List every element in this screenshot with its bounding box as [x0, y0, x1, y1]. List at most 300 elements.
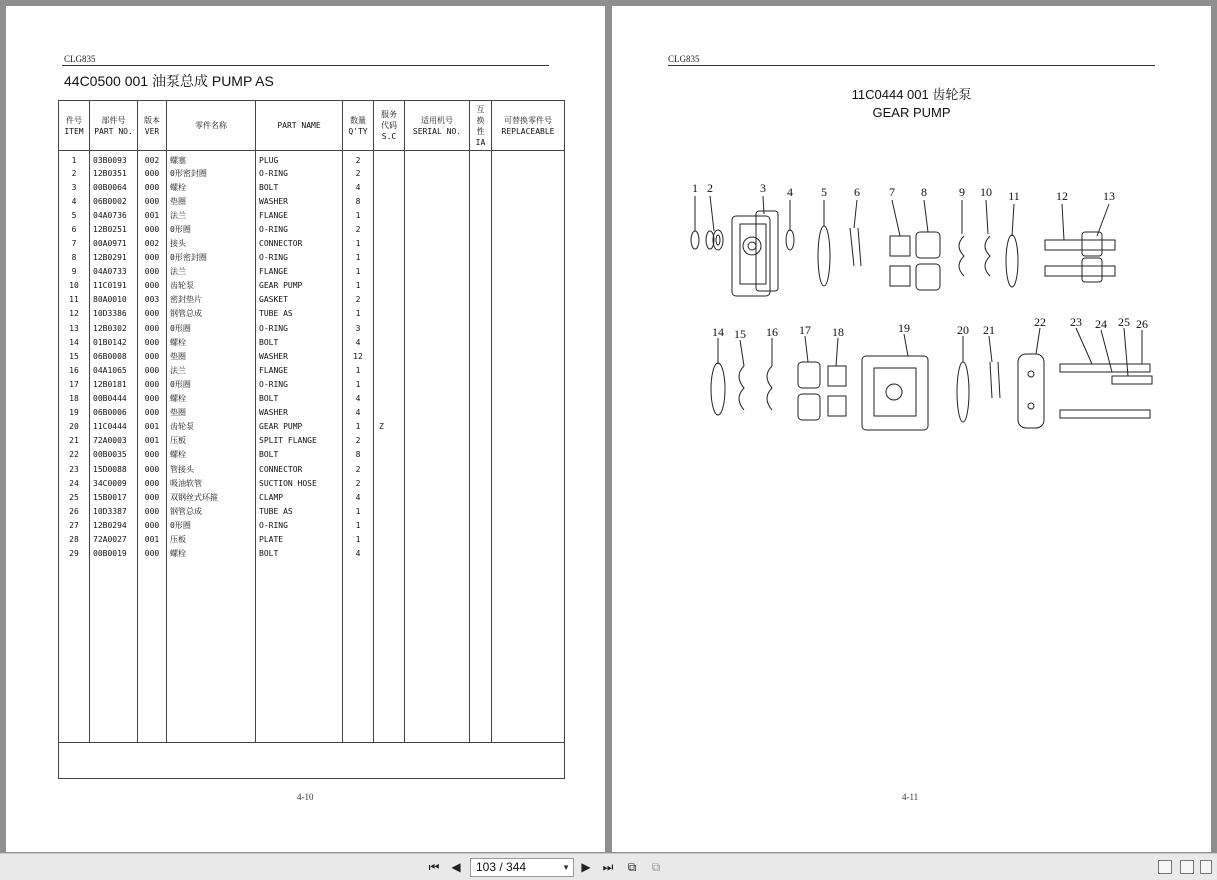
table-cell: 04A1065 — [90, 363, 138, 377]
table-cell: 14 — [59, 335, 90, 349]
table-cell: 8 — [343, 194, 374, 208]
table-cell — [405, 420, 470, 434]
table-cell: BOLT — [256, 392, 343, 406]
table-cell: 000 — [138, 166, 167, 180]
table-cell — [405, 349, 470, 363]
table-cell: 000 — [138, 462, 167, 476]
callout-number: 7 — [889, 185, 895, 199]
callout-number: 4 — [787, 185, 793, 199]
table-cell: 000 — [138, 547, 167, 561]
table-cell: FLANGE — [256, 208, 343, 222]
table-cell — [405, 279, 470, 293]
table-cell — [470, 307, 492, 321]
table-cell — [492, 349, 565, 363]
table-cell — [492, 420, 565, 434]
table-cell: 12B0251 — [90, 222, 138, 236]
table-row — [59, 279, 565, 293]
table-cell — [492, 363, 565, 377]
table-cell — [470, 363, 492, 377]
table-cell: 000 — [138, 490, 167, 504]
table-cell — [374, 194, 405, 208]
callout-number: 25 — [1118, 315, 1130, 329]
table-cell: 0形圈 — [167, 377, 256, 391]
table-cell — [405, 321, 470, 335]
table-cell: PLATE — [256, 532, 343, 546]
callout-number: 16 — [766, 325, 778, 339]
table-cell: 12B0294 — [90, 518, 138, 532]
table-cell — [374, 208, 405, 222]
table-cell: 000 — [138, 307, 167, 321]
table-cell: 002 — [138, 236, 167, 250]
table-cell: 03B0093 — [90, 151, 138, 167]
table-cell — [470, 377, 492, 391]
table-cell: GASKET — [256, 293, 343, 307]
column-header: 部件号 PART NO. — [90, 101, 138, 151]
table-cell — [470, 180, 492, 194]
table-row — [59, 349, 565, 363]
table-cell: 000 — [138, 251, 167, 265]
page-indicator-text: 103 / 344 — [476, 860, 527, 874]
table-cell: O-RING — [256, 222, 343, 236]
table-cell — [374, 518, 405, 532]
table-cell — [470, 208, 492, 222]
table-cell — [405, 194, 470, 208]
page-header: CLG835 — [668, 54, 700, 64]
table-row — [59, 420, 565, 434]
table-blank-area — [59, 561, 565, 743]
table-cell: 003 — [138, 293, 167, 307]
table-cell — [374, 265, 405, 279]
column-header: 零件名称 — [167, 101, 256, 151]
table-cell: 24 — [59, 476, 90, 490]
table-cell: 2 — [343, 222, 374, 236]
table-cell — [492, 392, 565, 406]
table-cell — [492, 236, 565, 250]
table-cell: 2 — [343, 151, 374, 167]
table-cell — [405, 363, 470, 377]
first-page-icon[interactable]: ⏮ — [428, 859, 440, 874]
page-title: 44C0500 001 油泵总成 PUMP AS — [64, 73, 274, 89]
diagram-title-line1: 11C0444 001 齿轮泵 — [851, 87, 972, 102]
table-cell: CONNECTOR — [256, 462, 343, 476]
table-cell: 001 — [138, 532, 167, 546]
facing-view-icon[interactable] — [1200, 860, 1212, 874]
table-cell — [470, 504, 492, 518]
column-header: 件号 ITEM — [59, 101, 90, 151]
table-cell: 000 — [138, 476, 167, 490]
table-cell — [492, 321, 565, 335]
table-cell — [405, 307, 470, 321]
part-1-shape — [691, 231, 699, 249]
table-cell — [492, 476, 565, 490]
table-row — [59, 307, 565, 321]
table-cell: 法兰 — [167, 265, 256, 279]
table-cell — [470, 532, 492, 546]
table-cell: 2 — [343, 434, 374, 448]
column-header: PART NAME — [256, 101, 343, 151]
table-row — [59, 265, 565, 279]
table-cell: 000 — [138, 518, 167, 532]
table-cell: 4 — [343, 392, 374, 406]
column-header: 互 换 性 IA — [470, 101, 492, 151]
table-cell — [470, 251, 492, 265]
table-cell: O-RING — [256, 321, 343, 335]
table-cell: 0形密封圈 — [167, 251, 256, 265]
table-cell — [374, 151, 405, 167]
table-cell: TUBE AS — [256, 307, 343, 321]
table-cell: 压板 — [167, 532, 256, 546]
table-cell: 13 — [59, 321, 90, 335]
table-cell: 齿轮泵 — [167, 420, 256, 434]
table-cell — [374, 392, 405, 406]
parts-table — [58, 100, 565, 779]
next-page-icon[interactable]: ▶ — [581, 860, 591, 874]
table-cell — [374, 335, 405, 349]
table-cell: 000 — [138, 363, 167, 377]
table-cell — [470, 476, 492, 490]
table-cell: 10D3387 — [90, 504, 138, 518]
previous-page-icon[interactable]: ◀ — [451, 860, 461, 874]
table-cell: 00A0971 — [90, 236, 138, 250]
callout-number: 22 — [1034, 315, 1046, 329]
callout-number: 23 — [1070, 315, 1082, 329]
table-cell: 1 — [343, 265, 374, 279]
callout-number: 12 — [1056, 189, 1068, 203]
page-number: 4-11 — [902, 792, 919, 802]
table-row — [59, 208, 565, 222]
table-cell: GEAR PUMP — [256, 279, 343, 293]
go-forward-view-icon[interactable]: ⧉ — [651, 859, 661, 874]
table-cell: 000 — [138, 194, 167, 208]
table-cell: 001 — [138, 420, 167, 434]
table-cell: 2 — [343, 476, 374, 490]
exploded-view-diagram — [672, 176, 1172, 436]
table-cell: 000 — [138, 448, 167, 462]
table-cell — [374, 377, 405, 391]
table-cell: 6 — [59, 222, 90, 236]
table-cell: 12B0291 — [90, 251, 138, 265]
table-cell: 001 — [138, 434, 167, 448]
callout-number: 8 — [921, 185, 927, 199]
table-cell — [470, 518, 492, 532]
table-cell: 8 — [343, 448, 374, 462]
table-cell — [405, 335, 470, 349]
table-cell: 00B0064 — [90, 180, 138, 194]
table-cell: 000 — [138, 392, 167, 406]
table-cell: PLUG — [256, 151, 343, 167]
table-cell — [405, 180, 470, 194]
navigation-toolbar — [0, 853, 1217, 880]
table-cell: 000 — [138, 265, 167, 279]
table-cell: 04A0736 — [90, 208, 138, 222]
table-cell — [470, 166, 492, 180]
table-row — [59, 476, 565, 490]
table-cell — [405, 434, 470, 448]
column-header: 可替换零件号 REPLACEABLE — [492, 101, 565, 151]
table-cell: 0形密封圈 — [167, 166, 256, 180]
table-cell — [492, 279, 565, 293]
table-cell — [374, 406, 405, 420]
table-cell — [374, 166, 405, 180]
table-header-row — [59, 101, 565, 151]
table-cell: 1 — [343, 504, 374, 518]
table-cell: 垫圈 — [167, 349, 256, 363]
callout-number: 15 — [734, 327, 746, 341]
table-cell — [492, 532, 565, 546]
table-cell: 法兰 — [167, 363, 256, 377]
table-row — [59, 462, 565, 476]
table-cell — [405, 208, 470, 222]
table-cell: 00B0444 — [90, 392, 138, 406]
table-row — [59, 335, 565, 349]
table-row — [59, 222, 565, 236]
callout-number: 6 — [854, 185, 860, 199]
callout-number: 24 — [1095, 317, 1107, 331]
table-cell: 00B0019 — [90, 547, 138, 561]
table-cell: 螺栓 — [167, 448, 256, 462]
table-cell: 2 — [343, 462, 374, 476]
table-cell — [405, 490, 470, 504]
table-cell: 06B0002 — [90, 194, 138, 208]
table-cell: WASHER — [256, 406, 343, 420]
table-cell: 80A0010 — [90, 293, 138, 307]
table-cell — [470, 194, 492, 208]
table-cell: TUBE AS — [256, 504, 343, 518]
table-cell: O-RING — [256, 251, 343, 265]
go-back-view-icon[interactable]: ⧉ — [627, 859, 637, 874]
table-cell — [470, 406, 492, 420]
table-cell — [470, 547, 492, 561]
callout-number: 13 — [1103, 189, 1115, 203]
table-cell: 3 — [343, 321, 374, 335]
table-cell: 22 — [59, 448, 90, 462]
table-cell: O-RING — [256, 518, 343, 532]
table-row — [59, 151, 565, 167]
table-cell — [405, 462, 470, 476]
table-cell — [374, 236, 405, 250]
table-cell — [470, 490, 492, 504]
table-cell: 4 — [343, 490, 374, 504]
page-number-input[interactable] — [470, 858, 574, 877]
callout-number: 21 — [983, 323, 995, 337]
table-cell — [492, 222, 565, 236]
table-cell: 000 — [138, 377, 167, 391]
table-cell — [374, 434, 405, 448]
table-cell — [405, 222, 470, 236]
table-row — [59, 251, 565, 265]
table-row — [59, 293, 565, 307]
table-cell — [405, 166, 470, 180]
table-cell: 000 — [138, 321, 167, 335]
table-cell: 12B0302 — [90, 321, 138, 335]
table-cell: 28 — [59, 532, 90, 546]
callout-number: 26 — [1136, 317, 1148, 331]
table-cell — [470, 434, 492, 448]
table-cell: 1 — [343, 279, 374, 293]
table-cell: 齿轮泵 — [167, 279, 256, 293]
table-cell — [492, 208, 565, 222]
table-footer-row — [59, 743, 565, 779]
table-row — [59, 363, 565, 377]
right-page — [612, 6, 1211, 852]
table-cell — [470, 321, 492, 335]
table-cell — [374, 307, 405, 321]
table-cell: 4 — [343, 180, 374, 194]
table-cell: 72A0003 — [90, 434, 138, 448]
table-cell: 1 — [343, 518, 374, 532]
table-cell — [405, 476, 470, 490]
table-cell: 2 — [343, 166, 374, 180]
diagram-title-line2: GEAR PUMP — [872, 105, 951, 120]
table-cell: 4 — [343, 547, 374, 561]
table-cell: 10 — [59, 279, 90, 293]
table-cell: 06B0008 — [90, 349, 138, 363]
table-cell: SPLIT FLANGE — [256, 434, 343, 448]
table-cell — [470, 151, 492, 167]
table-cell — [374, 321, 405, 335]
table-cell: BOLT — [256, 180, 343, 194]
table-cell: 12B0181 — [90, 377, 138, 391]
table-cell: 压板 — [167, 434, 256, 448]
table-cell: 15D0088 — [90, 462, 138, 476]
table-cell — [374, 222, 405, 236]
table-cell — [470, 279, 492, 293]
table-cell: 12B0351 — [90, 166, 138, 180]
table-row — [59, 236, 565, 250]
single-page-view-icon[interactable] — [1158, 860, 1172, 874]
table-cell — [405, 265, 470, 279]
table-cell — [405, 547, 470, 561]
table-cell — [492, 180, 565, 194]
table-cell: 29 — [59, 547, 90, 561]
table-row — [59, 377, 565, 391]
table-cell — [374, 251, 405, 265]
table-cell — [492, 377, 565, 391]
table-cell — [374, 180, 405, 194]
table-cell: 1 — [343, 377, 374, 391]
table-row — [59, 180, 565, 194]
table-cell: 21 — [59, 434, 90, 448]
table-cell — [405, 448, 470, 462]
table-cell: Z — [374, 420, 405, 434]
table-cell: 钢管总成 — [167, 504, 256, 518]
table-cell: 3 — [59, 180, 90, 194]
chevron-down-icon[interactable]: ▼ — [562, 863, 570, 872]
table-cell: O-RING — [256, 377, 343, 391]
table-cell — [492, 518, 565, 532]
table-cell — [405, 532, 470, 546]
table-cell — [405, 293, 470, 307]
table-cell: GEAR PUMP — [256, 420, 343, 434]
table-cell: 4 — [59, 194, 90, 208]
table-cell: 000 — [138, 349, 167, 363]
table-cell: 12 — [59, 307, 90, 321]
continuous-view-icon[interactable] — [1180, 860, 1194, 874]
table-cell: 0形圈 — [167, 518, 256, 532]
table-row — [59, 392, 565, 406]
table-cell: 0形圈 — [167, 222, 256, 236]
callout-number: 1 — [692, 181, 698, 195]
table-cell — [492, 406, 565, 420]
table-cell: 5 — [59, 208, 90, 222]
table-cell: 密封垫片 — [167, 293, 256, 307]
table-cell — [492, 448, 565, 462]
table-cell: 10D3386 — [90, 307, 138, 321]
table-cell — [492, 462, 565, 476]
table-row — [59, 490, 565, 504]
table-cell — [374, 349, 405, 363]
table-cell — [492, 547, 565, 561]
table-cell: 2 — [343, 293, 374, 307]
table-cell — [492, 251, 565, 265]
table-cell — [492, 490, 565, 504]
table-cell: 25 — [59, 490, 90, 504]
table-cell: FLANGE — [256, 363, 343, 377]
table-cell — [492, 265, 565, 279]
table-cell — [405, 151, 470, 167]
column-header: 适用机号 SERIAL NO. — [405, 101, 470, 151]
header-rule — [62, 65, 549, 66]
table-cell: 04A0733 — [90, 265, 138, 279]
table-cell — [492, 293, 565, 307]
last-page-icon[interactable]: ⏭ — [602, 859, 614, 874]
table-cell: 15B0017 — [90, 490, 138, 504]
table-row — [59, 504, 565, 518]
table-cell: 000 — [138, 279, 167, 293]
table-row — [59, 406, 565, 420]
table-cell: 4 — [343, 335, 374, 349]
table-row — [59, 448, 565, 462]
callout-number: 19 — [898, 321, 910, 335]
callout-number: 17 — [799, 323, 811, 337]
callout-labels — [692, 181, 1148, 341]
table-cell: CLAMP — [256, 490, 343, 504]
table-cell: 15 — [59, 349, 90, 363]
table-cell — [405, 392, 470, 406]
table-cell — [374, 490, 405, 504]
callout-number: 14 — [712, 325, 724, 339]
table-row — [59, 321, 565, 335]
table-cell: BOLT — [256, 547, 343, 561]
table-cell: 双钢丝式环箍 — [167, 490, 256, 504]
table-cell: 26 — [59, 504, 90, 518]
callout-number: 9 — [959, 185, 965, 199]
page-header: CLG835 — [64, 54, 96, 64]
table-cell: 9 — [59, 265, 90, 279]
table-cell: WASHER — [256, 194, 343, 208]
table-cell: 18 — [59, 392, 90, 406]
table-cell: 钢管总成 — [167, 307, 256, 321]
table-cell: 12 — [343, 349, 374, 363]
table-cell: 0形圈 — [167, 321, 256, 335]
table-cell — [374, 476, 405, 490]
table-cell — [470, 420, 492, 434]
callout-number: 18 — [832, 325, 844, 339]
column-header: 版本 VER — [138, 101, 167, 151]
table-cell: WASHER — [256, 349, 343, 363]
table-cell: 20 — [59, 420, 90, 434]
table-cell: 000 — [138, 335, 167, 349]
table-cell: 管接头 — [167, 462, 256, 476]
callout-number: 5 — [821, 185, 827, 199]
table-cell: 000 — [138, 180, 167, 194]
table-cell: 11 — [59, 293, 90, 307]
table-cell: 001 — [138, 208, 167, 222]
table-cell: FLANGE — [256, 265, 343, 279]
table-cell — [374, 293, 405, 307]
table-cell: 11C0444 — [90, 420, 138, 434]
table-row — [59, 532, 565, 546]
